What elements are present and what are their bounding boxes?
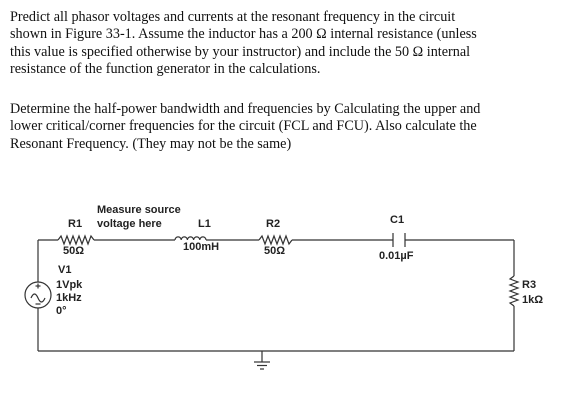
paragraph-line: this value is specified otherwise by your instructor) and include the 50 Ω internal [10, 43, 471, 60]
r1-name-label: R1 [68, 218, 83, 230]
r3-resistor-symbol [510, 276, 518, 306]
paragraph-line: resistance of the function generator in the calculations. [10, 61, 321, 78]
r3-value-label: 1kΩ [522, 294, 544, 306]
v1-amplitude-label: 1Vpk [56, 279, 83, 291]
circuit-schematic [0, 195, 572, 400]
v1-phase-label: 0° [56, 305, 67, 317]
r1-value-label: 50Ω [63, 245, 85, 257]
sine-wave-icon [31, 294, 45, 302]
instruction-paragraph-1 [10, 9, 510, 79]
c1-value-label: 0.01µF [379, 250, 414, 262]
measure-note-line-2: voltage here [97, 218, 162, 230]
measure-note-line-1: Measure source [97, 204, 181, 216]
paragraph-line: shown in Figure 33-1. Assume the inductor has a 200 Ω internal resistance (unless [10, 26, 477, 43]
paragraph-line: Determine the half-power bandwidth and frequencies by Calculating the upper and [10, 101, 481, 117]
c1-name-label: C1 [390, 214, 405, 226]
r3-name-label: R3 [522, 279, 537, 291]
paragraph-line: lower critical/corner frequencies for the circuit (FCL and FCU). Also calculate the [10, 118, 477, 135]
instruction-paragraph-2 [10, 101, 510, 153]
l1-value-label: 100mH [183, 241, 220, 253]
l1-name-label: L1 [198, 218, 211, 230]
r1-resistor-symbol [58, 236, 94, 244]
v1-frequency-label: 1kHz [56, 292, 82, 304]
paragraph-line: Resonant Frequency. (They may not be the same) [10, 135, 292, 152]
paragraph-line: Predict all phasor voltages and currents at the resonant frequency in the circuit [10, 9, 456, 25]
r2-resistor-symbol [259, 236, 292, 244]
l1-inductor-symbol [175, 237, 206, 240]
r2-value-label: 50Ω [264, 245, 286, 257]
r2-name-label: R2 [266, 218, 281, 230]
v1-name-label: V1 [58, 264, 72, 276]
